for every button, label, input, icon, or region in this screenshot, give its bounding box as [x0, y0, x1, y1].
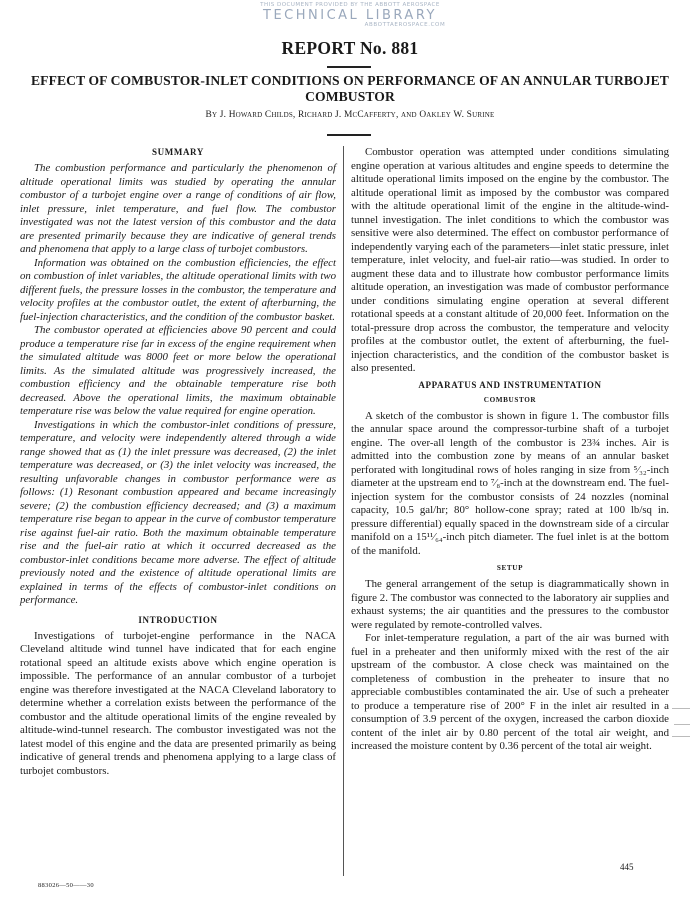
margin-mark [674, 724, 690, 725]
apparatus-heading: APPARATUS AND INSTRUMENTATION [418, 379, 602, 390]
summary-paragraph: Information was obtained on the combustion efficiencies, the effect on combustion of inlet variables, the altitude operational limits with two different fuels, the pressure losses in the combustor, the temperature and velocity profiles at the combustor outlet, the extent of afterburning, the fuel-injection characteristics, and the condition of the combustor basket. [20, 256, 336, 323]
watermark-provider: THIS DOCUMENT PROVIDED BY THE ABBOTT AEROSPACE [260, 2, 440, 8]
page-number: 445 [620, 862, 634, 872]
summary-heading: SUMMARY [152, 147, 204, 157]
watermark-url: ABBOTTAEROSPACE.COM [364, 22, 446, 28]
title-rule-top [327, 66, 371, 68]
report-number: REPORT No. 881 [281, 38, 419, 58]
margin-mark [672, 708, 690, 709]
summary-paragraph: The combustor operated at efficiencies above 90 percent and could produce a temperature rise far in excess of the engine requirement when the simulated altitude was 8000 feet or more below the operational limits. As the simulated altitude was progressively increased, the combustion efficiency and the obtainable temperature rise both decreased. Above the operational limits, the maximum obtainable temperature rise was below the value required for engine operation. [20, 324, 336, 417]
summary-paragraph: Investigations in which the combustor-inlet conditions of pressure, temperature, and velocity were independently altered through a wide range showed that as (1) the inlet pressure was decreased, (2) the inlet temperature was decreased, or (3) the inlet velocity was increased, the resulting unfavorable changes in combustor performance were as follows: (1) Resonant combustion appeared and became increasingly severe; (2) the combustion efficiency decreased; and (3) a maximum temperature rise began to appear in the curve of combustor temperature rise against fuel-air ratio. Both the maximum obtainable temperature rise and the fuel-air ratio at which it occurred decreased as the combustor-inlet conditions became more adverse. The effect of altitude previously noted and the existence of altitude operational limits are explained in terms of the effects of combustor-inlet conditions on performance. [20, 418, 336, 606]
margin-mark [672, 736, 690, 737]
print-code: 883026—50——30 [38, 882, 94, 889]
setup-subheading: SETUP [496, 564, 524, 572]
title-rule-bottom [327, 134, 371, 136]
column-divider [343, 146, 344, 876]
combustor-subheading: COMBUSTOR [483, 395, 537, 404]
combustor-paragraph: A sketch of the combustor is shown in figure 1. The combustor fills the annular space around the compressor-turbine shaft of a turbojet engine. The over-all length of the combustor is 23¾ inches. Air is admitted into the combustion zone by means of an annular basket perforated with longitudinal rows of holes ranging in size from ⁵⁄₃₂-inch diameter at the upstream end to ⁷⁄₈-inch at the downstream end. The fuel-injection system for the combustor consists of 24 nozzles (nominal capacity, 10.5 gal/hr; 80° hollow-cone spray; rated at 100 lb/sq in. pressure differential) equally spaced in the downstream side of a circular manifold on a 15¹¹⁄₆₄-inch pitch diameter. The fuel inlet is at the bottom of the manifold. [351, 409, 669, 557]
introduction-heading: INTRODUCTION [138, 614, 218, 625]
introduction-paragraph: Combustor operation was attempted under conditions simulating engine operation at various altitudes and engine speeds to determine the altitude operational limits imposed on the engine by the combustor. The altitude operational limit as imposed by the combustor was compared with the altitude operational limit of the engine in the altitude-wind-tunnel investigation. The inlet conditions to which the combustor was sensitive were also determined. The effect on combustor performance of independently varying each of the parameters—inlet static pressure, inlet temperature, inlet velocity, and fuel-air ratio—was studied. In order to augment these data and to illustrate how combustor performance limits altitude operation, an investigation was made of combustor performance under conditions simulating engine operation at several different rotational speeds at a constant altitude of 20,000 feet. Information on the total-pressure drop across the combustor, the temperature and velocity profiles at the combustor outlet, the extent of afterburning, the fuel-injection characteristics, and the condition of the combustor basket is also presented. [351, 146, 669, 374]
authors: By J. Howard Childs, Richard J. McCafferty, and Oakley W. Surine [205, 110, 495, 120]
introduction-paragraph: Investigations of turbojet-engine performance in the NACA Cleveland altitude wind tunnel have indicated that for each engine rotational speed an altitude exists above which engine operation is impossible. The performance of an annular combustor of a turbojet engine was therefore investigated at the NACA Cleveland laboratory to determine whether a correlation exists between the performance of the combustor and the altitude operational limits of the engine revealed by altitude-wind-tunnel research. The combustor investigated was not the latest model of this engine and the data are presented primarily as being indicative of general trends and phenomena applying to a large class of turbojet combustors. [20, 629, 336, 777]
paper-title: EFFECT OF COMBUSTOR-INLET CONDITIONS ON PERFORMANCE OF AN ANNULAR TURBOJET COMBUSTOR [31, 73, 669, 104]
right-column [351, 146, 669, 754]
watermark-library: TECHNICAL LIBRARY [263, 8, 437, 23]
setup-paragraph: The general arrangement of the setup is diagrammatically shown in figure 2. The combustor was connected to the laboratory air supplies and exhaust systems; the air quantities and the pressures to the combustor were regulated by remote-controlled valves. [351, 578, 669, 631]
watermark [0, 2, 700, 29]
left-column [20, 146, 336, 778]
summary-paragraph: The combustion performance and particularly the phenomenon of altitude operational limits was studied by operating the annular combustor of a turbojet engine over a range of conditions of air flow, inlet pressure, inlet temperature, and fuel flow. The combustor investigated was not the latest version of this combustor and the data are presented primarily because they are indicative of general trends and phenomena that apply to a large class of turbojet combustors. [20, 162, 336, 255]
setup-paragraph: For inlet-temperature regulation, a part of the air was burned with fuel in a preheater and then uniformly mixed with the rest of the air upstream of the combustor. A close check was maintained on the completeness of combustion in the preheater to insure that no appreciable combustibles contaminated the air. Use of such a preheater to produce a temperature rise of 200° F in the inlet air resulted in a consumption of 3.9 percent of the oxygen, increased the carbon dioxide content of the inlet air by 0.80 percent of the total air weight, and increased the moisture content by 0.36 percent of the total air weight. [351, 632, 669, 752]
